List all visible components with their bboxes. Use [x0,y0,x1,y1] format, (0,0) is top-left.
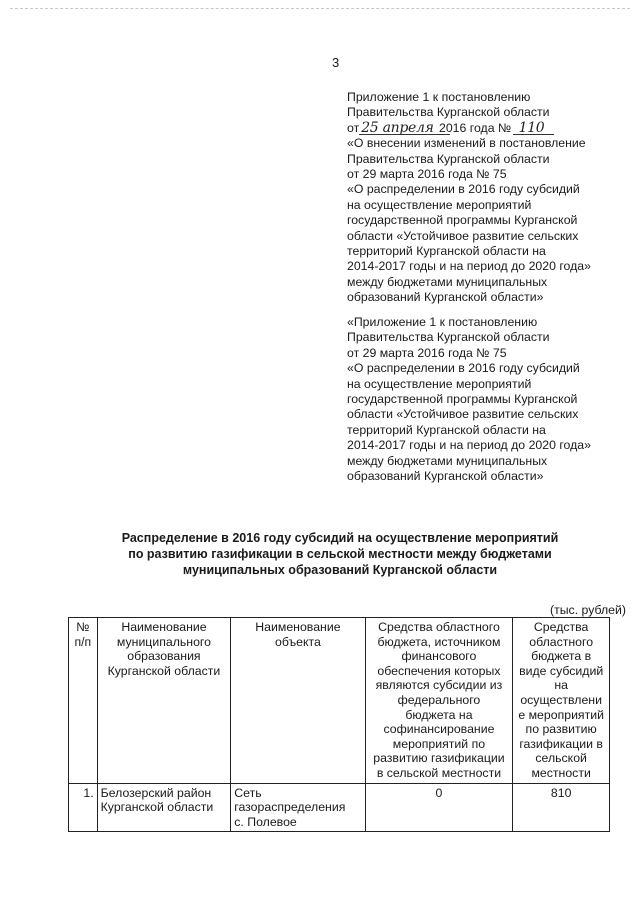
table-row [69,783,610,832]
amendment-line: образований Курганской области» [347,290,544,305]
amendment-line: на осуществление мероприятий [347,197,532,212]
amendment-line: 2014-2017 годы и на период до 2020 года» [347,259,591,274]
header-line: муниципального [116,634,211,649]
cell-line: Курганской области [100,800,214,815]
original-line: государственной программы Курганской [347,392,578,407]
amendment-line: «О распределении в 2016 году субсидий [347,182,580,197]
amendment-line: между бюджетами муниципальных [347,274,548,289]
amendment-line: территорий Курганской области на [347,244,546,259]
original-line: от 29 марта 2016 года № 75 [347,345,507,360]
header-line: Наименование [121,620,207,634]
amendment-line: Правительства Курганской области [347,151,550,166]
page-number: 3 [332,55,340,70]
header-number [69,618,98,784]
scan-edge-line [10,8,630,9]
title-line: по развитию газификации в сельской местности между бюджетами [128,547,552,561]
date-year: 2016 года № [438,120,512,135]
units-label: (тыс. рублей) [549,603,626,617]
document-title [40,530,640,578]
amendment-line: государственной программы Курганской [347,213,578,228]
header-line: Курганской области [107,663,221,678]
original-line: между бюджетами муниципальных [347,453,548,468]
amendment-line: «О внесении изменений в постановление [347,136,586,151]
header-line: сельской [535,751,587,766]
original-appendix-header [347,315,632,484]
header-object [231,618,365,784]
handwritten-number: 110 [515,121,549,136]
header-municipality [97,618,231,784]
cell-line: Белозерский район [100,785,212,800]
header-line: федерального [397,692,481,707]
date-prefix: от [347,120,360,135]
header-line: осуществлени [520,692,602,707]
header-line: образования [127,649,201,664]
original-line: на осуществление мероприятий [347,376,532,391]
header-line: е мероприятий [518,707,604,722]
header-line: финансового [401,649,477,664]
title-line: муниципальных образований Курганской области [182,563,498,577]
table-header-row [69,618,610,784]
header-line: областного [529,634,594,649]
row-federal-funds: 0 [365,783,513,832]
header-line: виде субсидий [519,663,604,678]
header-federal-funds [365,618,513,784]
amendment-line: от 29 марта 2016 года № 75 [347,167,507,182]
header-line: бюджета в [531,649,592,664]
original-line: территорий Курганской области на [347,422,546,437]
header-line: бюджета на [405,707,473,722]
distribution-table [68,617,610,832]
header-line: по развитию [525,722,597,737]
header-line: № [76,620,90,634]
header-line: являются субсидии из [375,678,503,693]
cell-line: с. Полевое [234,814,297,829]
header-line: обеспечения которых [377,663,501,678]
header-line: Средства [533,620,589,634]
original-line: «Приложение 1 к постановлению [347,315,538,329]
title-line: Распределение в 2016 году субсидий на осуществление мероприятий [121,531,559,545]
amendment-line: Правительства Курганской области [347,105,550,120]
header-line: газификации в [519,736,603,751]
row-regional-funds: 810 [513,783,610,832]
original-line: образований Курганской области» [347,469,544,484]
cell-line: газораспределения [234,800,346,815]
amendment-line: области «Устойчивое развитие сельских [347,228,579,243]
header-regional-funds [513,618,610,784]
header-line: объекта [274,634,321,649]
row-index: 1. [69,783,98,832]
original-line: «О распределении в 2016 году субсидий [347,361,580,376]
header-line: бюджета, источником [377,634,501,649]
header-line: мероприятий по [392,736,486,751]
row-municipality [97,783,231,832]
amendment-header [347,90,632,306]
amendment-line: Приложение 1 к постановлению [347,90,531,104]
header-line: софинансирование [383,722,495,737]
cell-line: Сеть [234,785,262,800]
original-line: 2014-2017 годы и на период до 2020 года» [347,438,591,453]
original-line: области «Устойчивое развитие сельских [347,407,579,422]
amendment-date-line [347,121,632,136]
header-line: Наименование [255,620,341,634]
header-line: п/п [74,634,92,649]
header-line: в сельской местности [376,765,502,780]
header-line: местности [531,765,591,780]
header-line: Средства областного [378,620,500,634]
header-line: развитию газификации [373,751,505,766]
header-line: на [554,678,568,693]
handwritten-date: 25 апреля [361,119,434,136]
row-object [231,783,365,832]
original-line: Правительства Курганской области [347,330,550,345]
